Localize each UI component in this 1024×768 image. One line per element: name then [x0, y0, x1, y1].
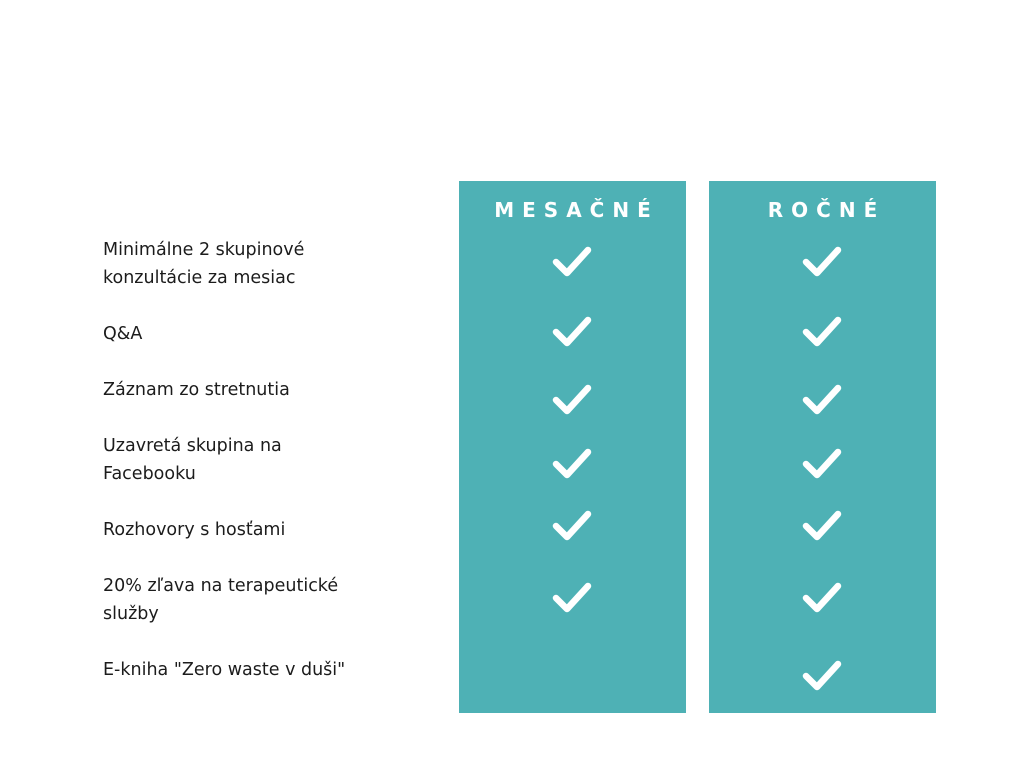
plan-header-monthly: MESAČNÉ — [494, 198, 659, 222]
checkmark-icon — [552, 314, 592, 348]
checkmark-icon — [802, 580, 842, 614]
checkmark-icon — [552, 580, 592, 614]
feature-label: Uzavretá skupina na Facebooku — [103, 436, 282, 484]
checkmark-icon — [552, 382, 592, 416]
checkmark-icon — [802, 244, 842, 278]
feature-label: Minimálne 2 skupinové konzultácie za mesiac — [103, 240, 305, 288]
checkmark-icon — [802, 658, 842, 692]
checkmark-icon — [802, 508, 842, 542]
checkmark-icon — [552, 244, 592, 278]
checkmark-icon — [802, 446, 842, 480]
feature-label: Q&A — [103, 324, 143, 344]
checkmark-icon — [552, 446, 592, 480]
feature-label: Záznam zo stretnutia — [103, 380, 290, 400]
feature-label: E-kniha "Zero waste v duši" — [103, 660, 346, 680]
checkmark-icon — [552, 508, 592, 542]
checkmark-icon — [802, 382, 842, 416]
plan-header-yearly: ROČNÉ — [767, 198, 886, 222]
feature-label: 20% zľava na terapeutické služby — [103, 576, 339, 624]
checkmark-icon — [802, 314, 842, 348]
feature-label: Rozhovory s hosťami — [103, 520, 286, 540]
